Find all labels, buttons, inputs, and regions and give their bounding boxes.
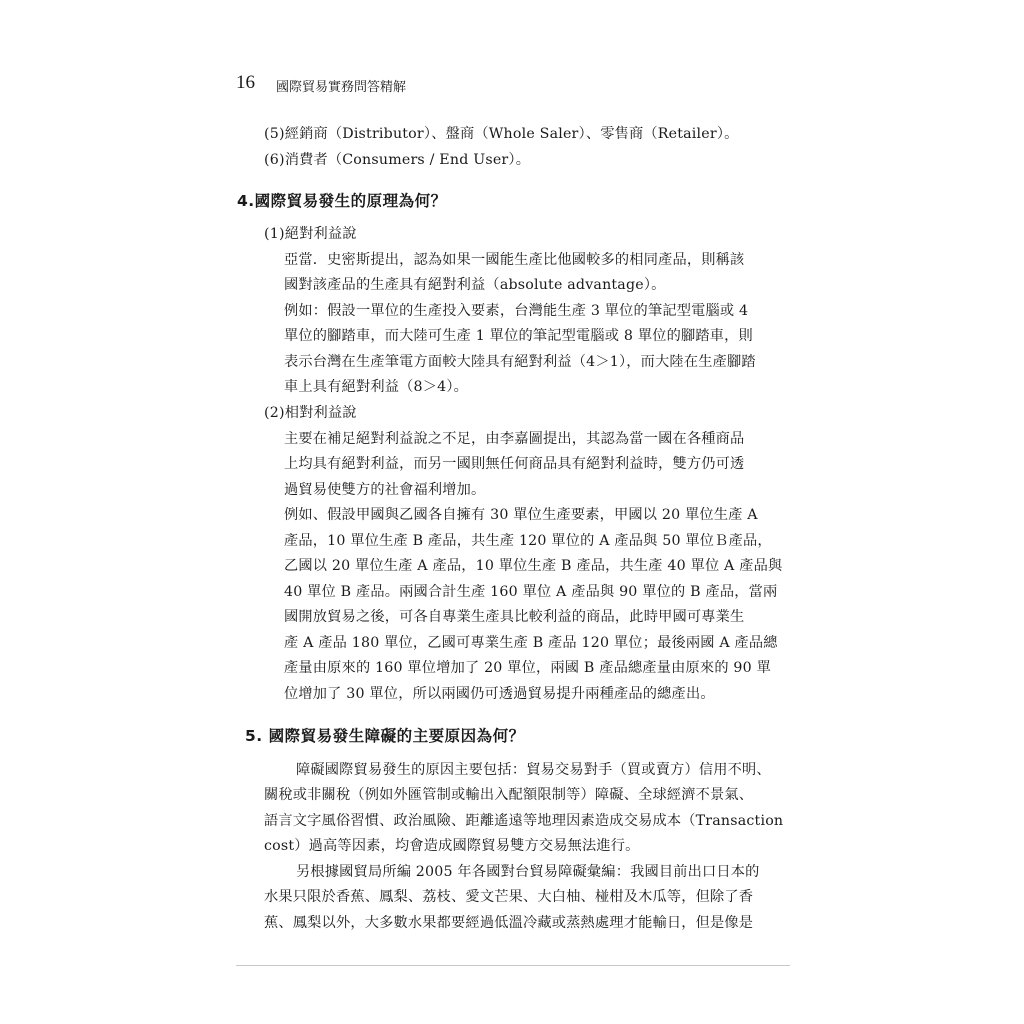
paragraph-line: 例如、假設甲國與乙國各自擁有 30 單位生產要素，甲國以 20 單位生產 A (284, 507, 758, 523)
page-number: 16 (236, 72, 255, 93)
paragraph-line: 蕉、鳳梨以外，大多數水果都要經過低溫冷藏或蒸熱處理才能輸日，但是像是 (264, 915, 754, 931)
paragraph-line: 產 A 產品 180 單位，乙國可專業生產 B 產品 120 單位；最後兩國 A 產品總 (284, 635, 778, 651)
subheading-comparative-advantage: (2)相對利益說 (264, 405, 357, 421)
paragraph-line: 單位的腳踏車，而大陸可生產 1 單位的筆記型電腦或 8 單位的腳踏車，則 (284, 328, 753, 344)
paragraph-line: 國開放貿易之後，可各自專業生產具比較利益的商品，此時甲國可專業生 (284, 609, 745, 625)
paragraph-line: 水果只限於香蕉、鳳梨、荔枝、愛文芒果、大白柚、椪柑及木瓜等，但除了香 (264, 889, 754, 905)
paragraph-line: 產品，10 單位生產 B 產品，共生產 120 單位的 A 產品與 50 單位Ｂ產品， (284, 533, 772, 549)
intro-item: (5)經銷商（Distributor）、盤商（Whole Saler）、零售商（Retailer）。 (264, 126, 739, 142)
paragraph-line: 表示台灣在生產筆電方面較大陸具有絕對利益（4＞1），而大陸在生產腳踏 (284, 354, 756, 370)
question-4-heading: 4.國際貿易發生的原理為何？ (237, 192, 447, 210)
paragraph-line: 產量由原來的 160 單位增加了 20 單位，兩國 B 產品總產量由原來的 90 單 (284, 660, 771, 676)
paragraph-line: 位增加了 30 單位，所以兩國仍可透過貿易提升兩種產品的總產出。 (284, 686, 715, 702)
paragraph-line: 過貿易使雙方的社會福利增加。 (284, 482, 486, 498)
paragraph-line: 語言文字風俗習慣、政治風險、距離遙遠等地理因素造成交易成本（Transaction (264, 813, 784, 829)
paragraph-line: 例如：假設一單位的生產投入要素，台灣能生產 3 單位的筆記型電腦或 4 (284, 303, 749, 319)
paragraph-line: 障礙國際貿易發生的原因主要包括：貿易交易對手（買或賣方）信用不明、 (296, 762, 771, 778)
paragraph-line: 國對該產品的生產具有絕對利益（absolute advantage）。 (284, 277, 666, 293)
paragraph-line: 另根據國貿局所編 2005 年各國對台貿易障礙彙編：我國目前出口日本的 (296, 864, 760, 880)
paragraph-line: 40 單位 B 產品。兩國合計生產 160 單位 A 產品與 90 單位的 B 產品，當兩 (284, 584, 778, 600)
footer-divider (236, 965, 790, 966)
paragraph-line: cost）過高等因素，均會造成國際貿易雙方交易無法進行。 (264, 838, 640, 854)
paragraph-line: 乙國以 20 單位生產 A 產品，10 單位生產 B 產品，共生產 40 單位 A 產品與 (284, 558, 783, 574)
paragraph-line: 亞當．史密斯提出，認為如果一國能生產比他國較多的相同產品，則稱該 (284, 252, 745, 268)
paragraph-line: 上均具有絕對利益，而另一國則無任何商品具有絕對利益時，雙方仍可透 (284, 456, 745, 472)
question-5-heading: 5. 國際貿易發生障礙的主要原因為何？ (245, 727, 525, 745)
paragraph-line: 關稅或非關稅（例如外匯管制或輸出入配額限制等）障礙、全球經濟不景氣、 (264, 787, 754, 803)
subheading-absolute-advantage: (1)絕對利益說 (264, 226, 357, 242)
intro-item: (6)消費者（Consumers / End User）。 (264, 152, 531, 168)
paragraph-line: 主要在補足絕對利益說之不足，由李嘉圖提出，其認為當一國在各種商品 (284, 431, 745, 447)
book-title: 國際貿易實務問答精解 (276, 80, 407, 95)
paragraph-line: 車上具有絕對利益（8＞4）。 (284, 379, 469, 395)
